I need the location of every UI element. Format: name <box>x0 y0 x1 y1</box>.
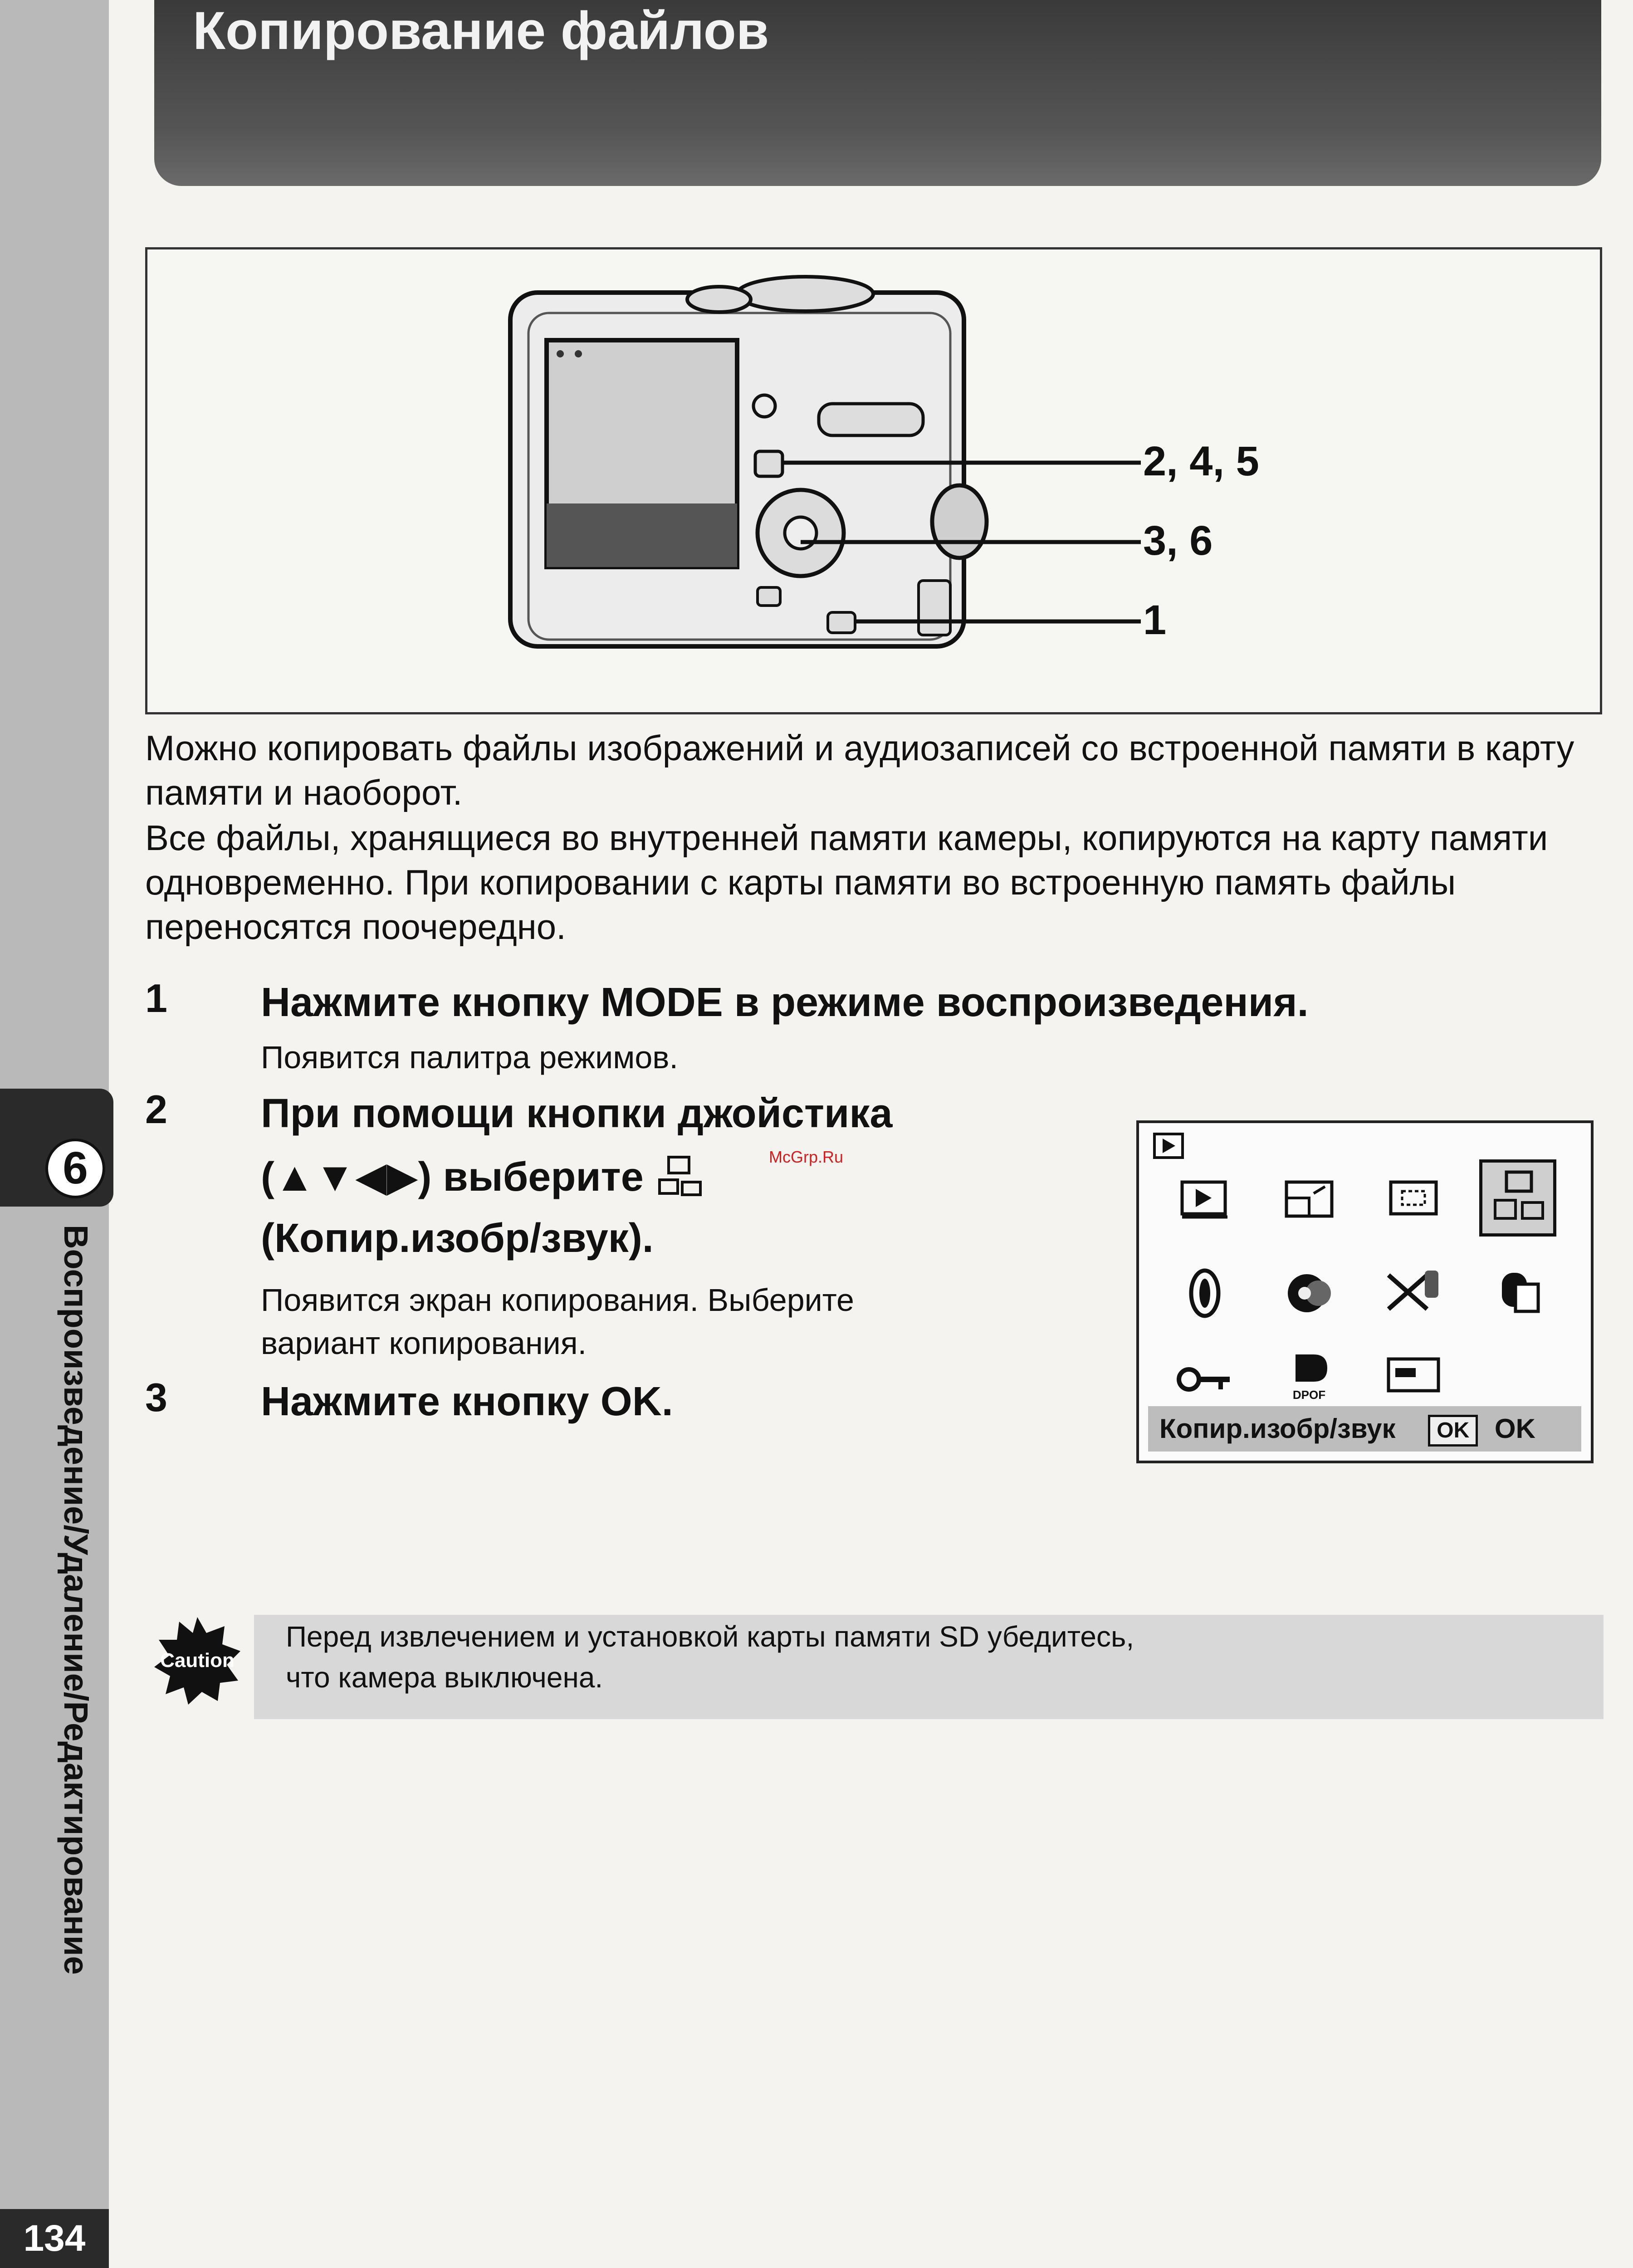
ok-key-icon: OK <box>1428 1415 1478 1447</box>
intro-paragraph-1: Можно копировать файлы изображений и аудиозаписей со встроенной памяти в карту памяти и наоборот. <box>145 728 1574 812</box>
step-2-title-line3: (Копир.изобр/звук). <box>261 1216 654 1261</box>
mode-palette-screen <box>1136 1120 1594 1463</box>
step-2-title-line2 <box>261 1145 705 1209</box>
callout-1: 1 <box>1143 597 1167 643</box>
callout-2-4-5: 2, 4, 5 <box>1143 438 1259 484</box>
chapter-number: 6 <box>45 1139 105 1198</box>
dpof-label: DPOF <box>1292 1388 1326 1402</box>
rotate-icon[interactable] <box>1166 1255 1243 1332</box>
step-3-number: 3 <box>145 1375 167 1420</box>
watermark: McGrp.Ru <box>769 1148 844 1166</box>
start-screen-icon[interactable] <box>1375 1336 1452 1413</box>
step-2-note-line2: вариант копирования. <box>261 1325 587 1361</box>
camera-figure <box>145 247 1602 714</box>
copy-image-sound-icon <box>655 1155 705 1205</box>
step-2-number: 2 <box>145 1087 167 1132</box>
intro-paragraph-2: Все файлы, хранящиеся во внутренней памяти камеры, копируются на карту памяти одновременно. При копировании с карты памяти во встроенную память файлы переносятся поочередно. <box>145 818 1548 947</box>
voice-memo-icon[interactable] <box>1479 1255 1556 1332</box>
step-2-title-line1: При помощи кнопки джойстика <box>261 1091 893 1136</box>
caution-line-2: что камера выключена. <box>286 1661 603 1694</box>
caution-line-1: Перед извлечением и установкой карты памяти SD убедитесь, <box>286 1620 1134 1653</box>
caution-text <box>286 1616 1556 1698</box>
frame-composite-icon[interactable] <box>1375 1255 1452 1332</box>
caution-badge <box>152 1615 243 1706</box>
dpof-icon[interactable] <box>1271 1336 1348 1413</box>
step-1-title: Нажмите кнопку MODE в режиме воспроизведения. <box>261 980 1309 1025</box>
step-1-number: 1 <box>145 976 167 1021</box>
menu-status-label: Копир.изобр/звук <box>1159 1413 1396 1444</box>
slideshow-icon[interactable] <box>1166 1159 1243 1237</box>
playback-mode-icon <box>1153 1132 1184 1162</box>
step-2-title-text: (▲▼◀▶) выберите <box>261 1154 644 1200</box>
cropping-icon[interactable] <box>1375 1159 1452 1237</box>
menu-status-bar <box>1148 1406 1581 1452</box>
callout-3-6: 3, 6 <box>1143 518 1213 564</box>
section-title: Воспроизведение/Удаление/Редактирование <box>57 1225 95 1975</box>
copy-image-sound-menu-icon[interactable] <box>1479 1159 1556 1237</box>
intro-text <box>145 726 1597 950</box>
filter-icon[interactable] <box>1271 1255 1348 1332</box>
step-2-note-line1: Появится экран копирования. Выберите <box>261 1282 854 1318</box>
resize-icon[interactable] <box>1271 1159 1348 1237</box>
camera-illustration <box>147 249 1599 712</box>
page-title: Копирование файлов <box>193 1 769 61</box>
caution-badge-text: Caution <box>160 1649 235 1672</box>
step-3-title: Нажмите кнопку OK. <box>261 1379 673 1424</box>
step-1-note: Появится палитра режимов. <box>261 1040 678 1075</box>
menu-ok-label: OK <box>1494 1413 1535 1444</box>
page-number: 134 <box>0 2209 109 2268</box>
